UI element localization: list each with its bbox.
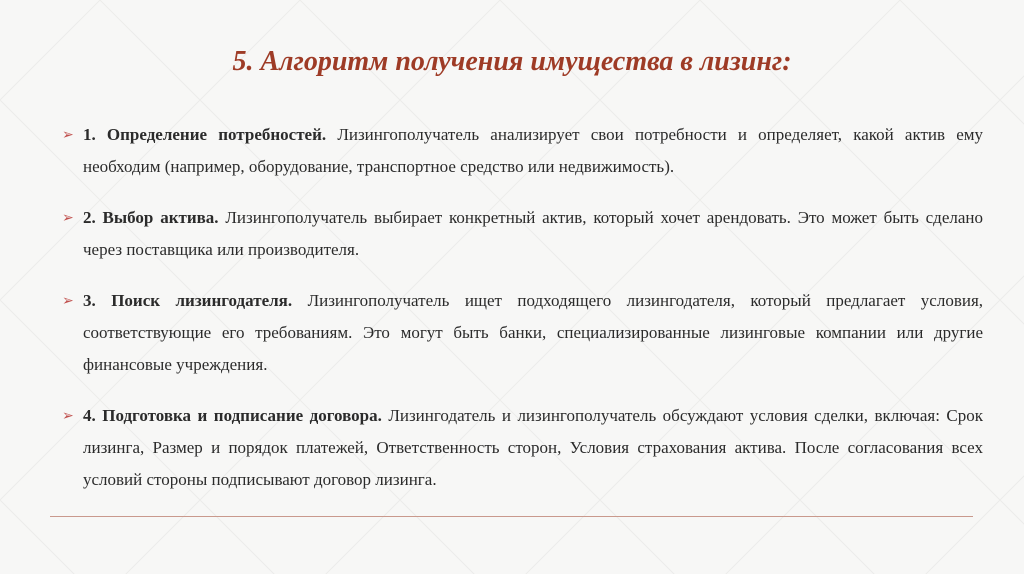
step-text: Лизингодатель и лизингополучатель обсуждают условия сделки, включая: Срок лизинга, Размер и порядок платежей, Ответственность сторон, Условия страхования актива. После согласования всех условий стороны подписывают договор лизинга. bbox=[83, 406, 983, 489]
chevron-right-icon: ➢ bbox=[62, 127, 74, 143]
chevron-right-icon: ➢ bbox=[62, 210, 74, 226]
footer-divider bbox=[50, 516, 973, 517]
step-title: 1. Определение потребностей. bbox=[83, 125, 327, 144]
step-text: Лизингополучатель анализирует свои потребности и определяет, какой актив ему необходим (например, оборудование, транспортное средство или недвижимость). bbox=[83, 125, 983, 176]
list-item bbox=[58, 285, 983, 381]
chevron-right-icon: ➢ bbox=[62, 293, 74, 309]
chevron-right-icon: ➢ bbox=[62, 408, 74, 424]
slide-title: 5. Алгоритм получения имущества в лизинг: bbox=[232, 46, 792, 77]
step-text: Лизингополучатель выбирает конкретный актив, который хочет арендовать. Это может быть сделано через поставщика или производителя. bbox=[83, 208, 984, 259]
step-title: 2. Выбор актива. bbox=[83, 208, 219, 227]
step-text: Лизингополучатель ищет подходящего лизингодателя, который предлагает условия, соответствующие его требованиям. Это могут быть банки, специализированные лизинговые компании или другие финансовые учреждения. bbox=[83, 291, 984, 374]
step-title: 3. Поиск лизингодателя. bbox=[83, 291, 293, 310]
list-item bbox=[58, 400, 983, 496]
list-item bbox=[58, 202, 983, 266]
steps-list bbox=[58, 119, 983, 496]
list-item bbox=[58, 119, 983, 183]
step-title: 4. Подготовка и подписание договора. bbox=[83, 406, 382, 425]
